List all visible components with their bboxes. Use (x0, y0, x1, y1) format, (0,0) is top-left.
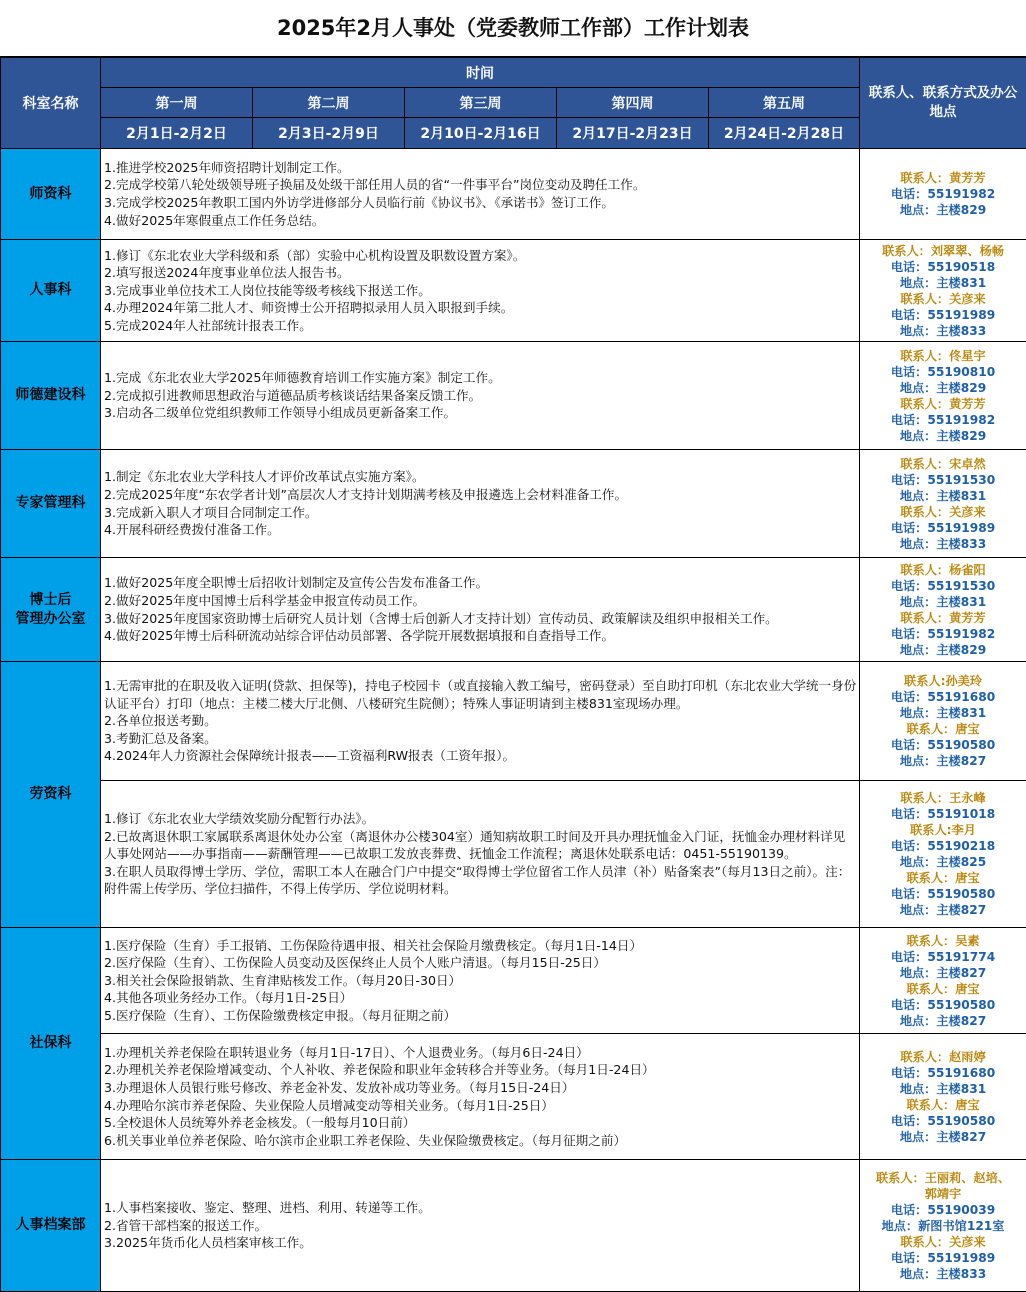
contact-line: 联系人：关彦来 (900, 291, 986, 306)
header-contact: 联系人、联系方式及办公地点 (860, 58, 1026, 149)
task-cell (101, 450, 860, 558)
contact-line: 地点：主楼831 (899, 706, 987, 720)
contact-line: 电话：55191982 (890, 626, 996, 641)
week-label: 第一周 (101, 88, 253, 118)
contact-line: 联系人：关彦来 (900, 1234, 986, 1249)
task-item: 4.办理哈尔滨市养老保险、失业保险人员增减变动等相关业务。（每月1日-25日） (104, 1097, 554, 1113)
task-item: 1.医疗保险（生育）手工报销、工伤保险待遇申报、相关社会保险月缴费核定。（每月1日-14日） (104, 937, 643, 953)
task-item: 4.其他各项业务经办工作。（每月1日-25日） (104, 990, 353, 1006)
task-cell (101, 781, 860, 928)
task-cell (101, 662, 860, 781)
contact-line: 电话：55191530 (890, 578, 996, 593)
task-cell (101, 1034, 860, 1160)
contact-line: 联系人：黄芳芳 (900, 610, 986, 625)
plan-row (1, 342, 1026, 450)
contact-line: 电话：55190580 (890, 1113, 996, 1128)
task-item: 1.完成《东北农业大学2025年师德教育培训工作实施方案》制定工作。 (104, 370, 501, 386)
contact-line: 电话：55191989 (890, 1250, 996, 1265)
contact-line: 电话：55190580 (890, 887, 996, 901)
contact-line: 联系人：杨雀阳 (900, 562, 986, 577)
task-item: 4.办理2024年第二批人才、师资博士公开招聘拟录用人员入职报到手续。 (104, 300, 514, 316)
contact-line: 地点：主楼827 (899, 1129, 987, 1144)
contact-line: 地点：主楼827 (899, 903, 987, 917)
plan-table (0, 57, 1026, 1292)
task-item: 3.办理退休人员银行账号修改、养老金补发、发放补成功等业务。（每月15日-24日） (104, 1079, 575, 1095)
task-item: 2.省管干部档案的报送工作。 (104, 1217, 268, 1233)
dept-name: 专家管理科 (1, 450, 101, 558)
contact-line: 联系人：佟星宇 (900, 348, 986, 363)
task-item: 2.已故离退休职工家属联系离退休处办公室（离退休办公楼304室）通知病故职工时间及开具办理抚恤金入门证，抚恤金办理材料详见人事处网站——办事指南——薪酬管理——已故职工发放丧葬费、抚恤金工作流程；离退休处联系电话：0451-55190139。 (104, 828, 846, 862)
contact-line: 郭靖宇 (924, 1186, 962, 1201)
plan-row (1, 240, 1026, 342)
task-item: 3.做好2025年度国家资助博士后研究人员计划（含博士后创新人才支持计划）宣传动员、政策解读及组织申报相关工作。 (104, 610, 778, 626)
dept-name: 社保科 (1, 928, 101, 1160)
task-item: 5.医疗保险（生育）、工伤保险缴费核定申报。（每月征期之前） (104, 1007, 457, 1023)
task-item: 1.办理机关养老保险在职转退业务（每月1日-17日）、个人退费业务。（每月6日-24日） (104, 1044, 589, 1060)
contact-line: 联系人：关彦来 (900, 504, 986, 519)
task-item: 2.填写报送2024年度事业单位法人报告书。 (104, 265, 350, 281)
dept-name: 师德建设科 (1, 342, 101, 450)
week-range: 2月3日-2月9日 (253, 118, 405, 149)
task-item: 3.考勤汇总及备案。 (104, 730, 217, 746)
task-item: 4.做好2025年博士后科研流动站综合评估动员部署、各学院开展数据填报和自查指导工作。 (104, 628, 615, 644)
contact-line: 电话：55191989 (890, 307, 996, 322)
contact-line: 联系人：宋卓然 (900, 456, 986, 471)
week-label: 第四周 (557, 88, 709, 118)
dept-name: 师资科 (1, 149, 101, 240)
task-cell (101, 149, 860, 240)
contact-line: 电话：55191680 (890, 1065, 996, 1080)
page-title: 2025年2月人事处（党委教师工作部）工作计划表 (0, 0, 1026, 57)
task-item: 1.推进学校2025年师资招聘计划制定工作。 (104, 159, 350, 175)
task-item: 1.无需审批的在职及收入证明(贷款、担保等)，持电子校园卡（或直接输入教工编号，密码登录）至自助打印机（东北农业大学统一身份认证平台）打印（地点：主楼二楼大厅北侧、八楼研究生院侧）；特殊人事证明请到主楼831室现场办理。 (104, 678, 857, 711)
week-range: 2月1日-2月2日 (101, 118, 253, 149)
task-item: 2.做好2025年度中国博士后科学基金申报宣传动员工作。 (104, 592, 426, 608)
contact-line: 地点：主楼831 (899, 275, 987, 290)
contact-line: 电话：55191982 (890, 412, 996, 427)
plan-row (1, 450, 1026, 558)
contact-line: 电话：55191989 (890, 520, 996, 535)
plan-row (1, 928, 1026, 1034)
task-item: 2.完成学校第八轮处级领导班子换届及处级干部任用人员的省“一件事平台”岗位变动及聘任工作。 (104, 177, 646, 193)
contact-line: 地点：新图书馆121室 (881, 1218, 1005, 1233)
dept-name: 人事档案部 (1, 1160, 101, 1292)
contact-line: 地点：主楼833 (899, 1266, 987, 1281)
contact-line: 地点：主楼827 (899, 965, 987, 980)
contact-cell (860, 1160, 1026, 1292)
contact-cell (860, 781, 1026, 928)
contact-line: 地点：主楼833 (899, 323, 987, 338)
contact-line: 电话：55190580 (890, 738, 996, 752)
dept-name-line: 博士后 (29, 591, 72, 608)
contact-line: 联系人：唐宝 (906, 1097, 980, 1112)
contact-line: 地点：主楼829 (899, 642, 987, 657)
contact-line: 地点：主楼831 (899, 1081, 987, 1096)
task-item: 1.制定《东北农业大学科技人才评价改革试点实施方案》。 (104, 469, 425, 485)
contact-line: 地点：主楼827 (899, 1013, 987, 1028)
contact-cell (860, 240, 1026, 342)
contact-line: 联系人：唐宝 (906, 722, 980, 736)
task-item: 4.开展科研经费拨付准备工作。 (104, 522, 280, 538)
contact-line: 电话：55191018 (890, 807, 996, 821)
task-item: 2.医疗保险（生育）、工伤保险人员变动及医保终止人员个人账户清退。（每月15日-25日） (104, 955, 606, 971)
dept-name-line: 管理办公室 (15, 610, 86, 627)
contact-line: 联系人：王丽莉、赵培、 (875, 1170, 1011, 1185)
week-label: 第五周 (709, 88, 860, 118)
contact-line: 电话：55191982 (890, 187, 996, 201)
task-item: 1.修订《东北农业大学绩效奖励分配暂行办法》。 (104, 811, 375, 827)
week-label: 第二周 (253, 88, 405, 118)
contact-line: 联系人：赵雨婷 (900, 1049, 986, 1064)
contact-line: 联系人：唐宝 (906, 871, 980, 885)
contact-line: 联系人：黄芳芳 (900, 396, 986, 411)
task-item: 2.完成拟引进教师思想政治与道德品质考核谈话结果备案反馈工作。 (104, 387, 482, 403)
week-range: 2月24日-2月28日 (709, 118, 860, 149)
plan-row (1, 781, 1026, 928)
task-item: 2.办理机关养老保险增减变动、个人补收、养老保险和职业年金转移合并等业务。（每月1日-24日） (104, 1062, 655, 1078)
task-item: 1.人事档案接收、鉴定、整理、进档、利用、转递等工作。 (104, 1200, 431, 1216)
contact-line: 地点：主楼825 (899, 855, 987, 869)
task-item: 3.完成学校2025年教职工国内外访学进修部分人员临行前《协议书》、《承诺书》签订工作。 (104, 195, 615, 210)
contact-line: 联系人：刘翠翠、杨畅 (882, 243, 1004, 258)
contact-cell (860, 558, 1026, 662)
task-item: 5.全校退休人员统筹外养老金核发。（一般每月10日前） (104, 1115, 416, 1131)
task-cell (101, 240, 860, 342)
header-time: 时间 (101, 58, 860, 88)
contact-cell (860, 1034, 1026, 1160)
contact-line: 地点：主楼831 (899, 594, 987, 609)
task-item: 6.机关事业单位养老保险、哈尔滨市企业职工养老保险、失业保险缴费核定。（每月征期之前） (104, 1132, 627, 1148)
header-dept: 科室名称 (1, 58, 101, 149)
contact-line: 电话：55190218 (890, 839, 996, 853)
contact-line: 地点：主楼829 (899, 380, 987, 395)
contact-line: 联系人:孙美玲 (904, 674, 983, 688)
contact-cell (860, 450, 1026, 558)
plan-row (1, 1034, 1026, 1160)
contact-line: 联系人：王永峰 (900, 791, 986, 805)
contact-line: 电话：55190518 (890, 259, 996, 274)
task-item: 2.各单位报送考勤。 (104, 713, 217, 729)
task-item: 3.完成事业单位技术工人岗位技能等级考核线下报送工作。 (104, 282, 431, 298)
contact-line: 联系人：黄芳芳 (900, 171, 986, 185)
contact-line: 地点：主楼829 (899, 203, 987, 217)
contact-line: 电话：55191530 (890, 472, 996, 487)
task-item: 1.修订《东北农业大学科级和系（部）实验中心机构设置及职数设置方案》。 (104, 247, 526, 263)
dept-name: 人事科 (1, 240, 101, 342)
contact-line: 地点：主楼829 (899, 428, 987, 443)
contact-line: 电话：55191680 (890, 690, 996, 704)
contact-line: 地点：主楼833 (899, 536, 987, 551)
contact-cell (860, 662, 1026, 781)
task-item: 1.做好2025年度全职博士后招收计划制定及宣传公告发布准备工作。 (104, 575, 489, 591)
task-cell (101, 928, 860, 1034)
contact-cell (860, 928, 1026, 1034)
task-item: 2.完成2025年度“东农学者计划”高层次人才支持计划期满考核及申报遴选上会材料准备工作。 (104, 486, 628, 502)
week-range: 2月17日-2月23日 (557, 118, 709, 149)
task-item: 3.启动各二级单位党组织教师工作领导小组成员更新备案工作。 (104, 405, 457, 421)
dept-name: 劳资科 (1, 662, 101, 928)
task-item: 3.完成新入职人才项目合同制定工作。 (104, 504, 318, 520)
contact-line: 电话：55191774 (890, 949, 996, 964)
task-item: 3.相关社会保险报销款、生育津贴核发工作。（每月20日-30日） (104, 972, 462, 988)
task-item: 5.完成2024年人社部统计报表工作。 (104, 317, 312, 333)
contact-cell (860, 342, 1026, 450)
week-range: 2月10日-2月16日 (405, 118, 557, 149)
task-item: 4.2024年人力资源社会保障统计报表——工资福利RW报表（工资年报）。 (104, 748, 516, 764)
task-cell (101, 342, 860, 450)
plan-row (1, 1160, 1026, 1292)
dept-name (1, 558, 101, 662)
task-item: 3.在职人员取得博士学历、学位，需职工本人在融合门户中提交“取得博士学位留省工作人员津（补）贴备案表”（每月13日之前）。注：附件需上传学历、学位扫描件，不得上传学历、学位说明材料。 (104, 863, 851, 897)
contact-line: 电话：55190039 (890, 1202, 996, 1217)
contact-line: 电话：55190810 (890, 364, 996, 379)
contact-line: 电话：55190580 (890, 997, 996, 1012)
task-cell (101, 558, 860, 662)
plan-row (1, 149, 1026, 240)
task-cell (101, 1160, 860, 1292)
contact-line: 联系人:李月 (910, 823, 976, 837)
contact-line: 地点：主楼827 (899, 754, 987, 768)
plan-row (1, 558, 1026, 662)
plan-rows (1, 149, 1026, 1292)
contact-line: 地点：主楼831 (899, 488, 987, 503)
task-item: 4.做好2025年寒假重点工作任务总结。 (104, 212, 325, 228)
contact-cell (860, 149, 1026, 240)
task-item: 3.2025年货币化人员档案审核工作。 (104, 1235, 312, 1251)
contact-line: 联系人：唐宝 (906, 981, 980, 996)
contact-line: 联系人：吴素 (906, 933, 980, 948)
plan-row (1, 662, 1026, 781)
week-label: 第三周 (405, 88, 557, 118)
